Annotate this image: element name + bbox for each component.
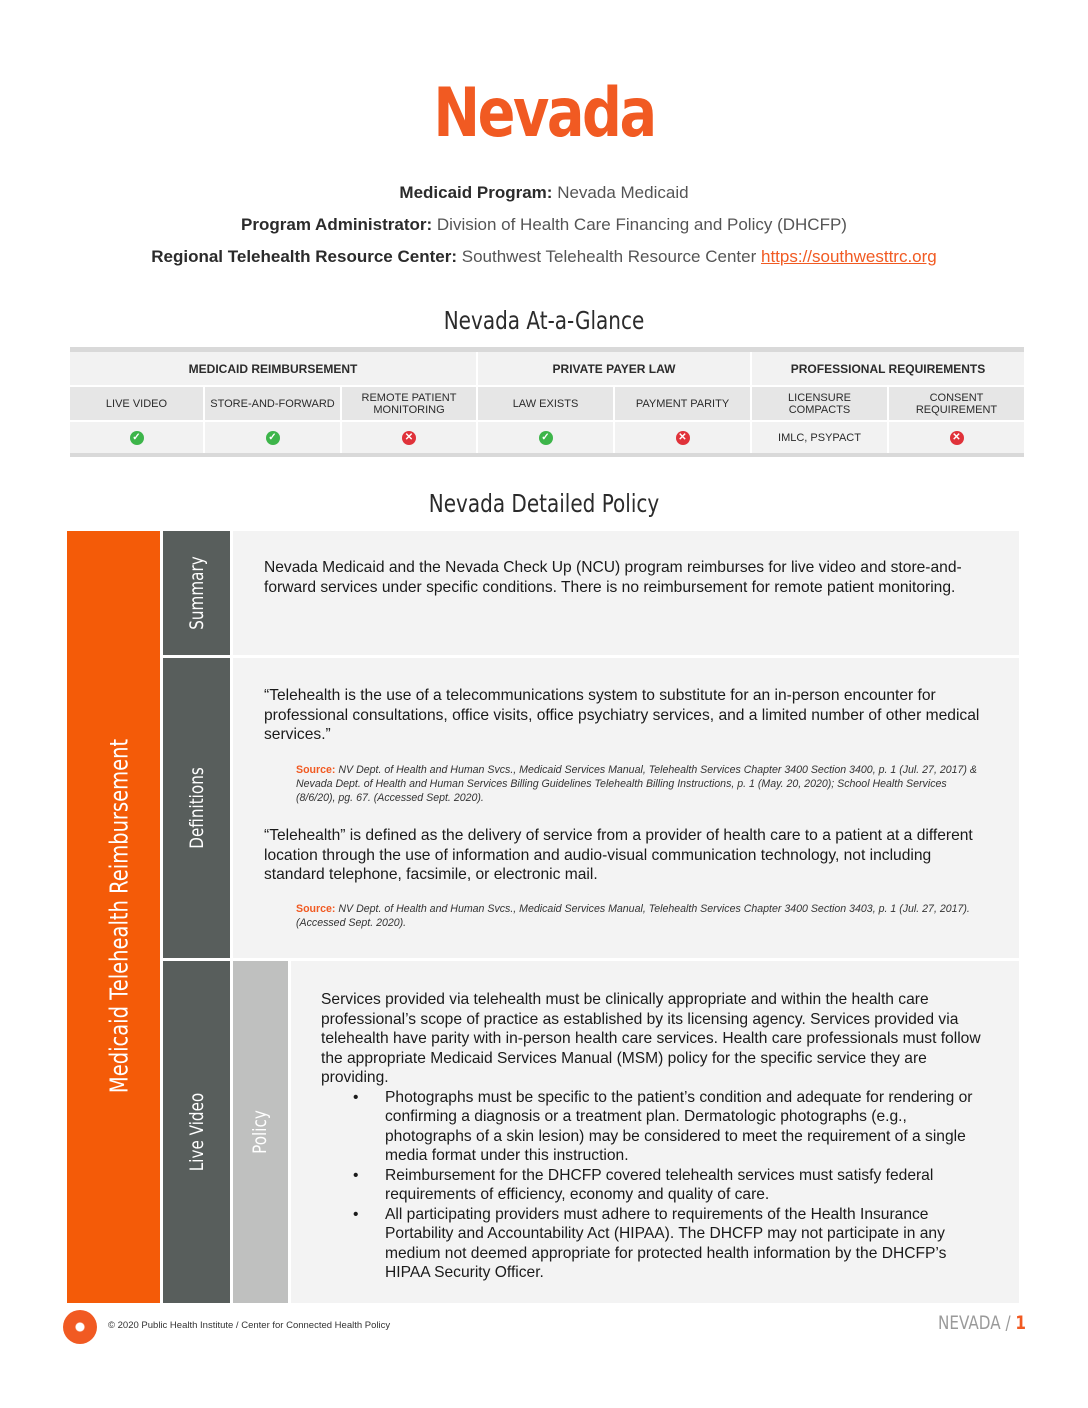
at-a-glance-table (70, 347, 1024, 457)
medicaid-program-value: Nevada Medicaid (557, 183, 689, 202)
medicaid-program-line (0, 183, 1088, 203)
group-private-payer-law: PRIVATE PAYER LAW (478, 352, 752, 387)
group-medicaid-reimbursement: MEDICAID REIMBURSEMENT (70, 352, 478, 387)
rtrc-label: Regional Telehealth Resource Center: (151, 247, 457, 266)
check-icon: ✓ (539, 431, 553, 445)
x-icon: ✕ (676, 431, 690, 445)
val-law-exists (478, 422, 615, 453)
page-number (938, 1312, 1026, 1334)
col-licensure-compacts: LICENSURE COMPACTS (752, 387, 889, 422)
rtrc-link[interactable]: https://southwesttrc.org (761, 247, 937, 266)
val-licensure-compacts: IMLC, PSYPACT (752, 422, 889, 453)
col-remote-patient-monitoring: REMOTE PATIENT MONITORING (342, 387, 478, 422)
col-live-video: LIVE VIDEO (70, 387, 205, 422)
bullet-icon: • (353, 1166, 359, 1184)
bullet-icon: • (353, 1088, 359, 1106)
col-payment-parity: PAYMENT PARITY (615, 387, 752, 422)
definition-2: “Telehealth” is defined as the delivery of service from a provider of health care to a patient at a different location through the use of information and audio-visual communication technology, not including standard telephone, facsimile, or electronic mail. (264, 827, 973, 883)
rtrc-line (0, 247, 1088, 267)
val-remote-patient-monitoring (342, 422, 478, 453)
check-icon: ✓ (130, 431, 144, 445)
live-video-tab (163, 961, 230, 1303)
x-icon: ✕ (402, 431, 416, 445)
list-item: • Reimbursement for the DHCFP covered telehealth services must satisfy federal requirements of efficiency, economy and quality of care. (353, 1166, 934, 1203)
check-icon: ✓ (266, 431, 280, 445)
bullet-icon: • (353, 1205, 359, 1223)
medicaid-program-label: Medicaid Program: (399, 183, 553, 202)
page-number-value: 1 (1015, 1312, 1026, 1334)
category-label: Medicaid Telehealth Reimbursement (104, 738, 134, 1094)
glance-title: Nevada At-a-Glance (443, 306, 645, 335)
val-payment-parity (615, 422, 752, 453)
source-1-label: Source: (296, 764, 336, 776)
col-store-and-forward: STORE-AND-FORWARD (205, 387, 342, 422)
definitions-label: Definitions (186, 767, 208, 849)
definition-1: “Telehealth is the use of a telecommunications system to substitute for an in-person encounter for professional consultations, office visits, office psychiatry services, and a limited number of other medical services.” (264, 687, 980, 743)
page-state-label: NEVADA / (937, 1312, 1011, 1334)
summary-text: Nevada Medicaid and the Nevada Check Up (NCU) program reimburses for live video and store-and-forward services under specific conditions. There is no reimbursement for remote patient monitoring. (264, 559, 962, 596)
live-video-label: Live Video (186, 1092, 208, 1172)
source-2 (296, 902, 986, 930)
category-bar (67, 531, 160, 1303)
policy-bullets (321, 1088, 989, 1283)
administrator-value: Division of Health Care Financing and Policy (DHCFP) (436, 215, 847, 234)
summary-tab (163, 531, 230, 655)
col-consent-requirement: CONSENT REQUIREMENT (889, 387, 1024, 422)
source-1 (296, 763, 986, 805)
footer-copyright: © 2020 Public Health Institute / Center for Connected Health Policy (108, 1320, 391, 1331)
administrator-label: Program Administrator: (241, 215, 433, 234)
policy-label: Policy (249, 1110, 271, 1154)
policy-tab (233, 961, 288, 1303)
list-item: • Photographs must be specific to the patient’s condition and adequate for rendering or confirming a diagnosis or a treatment plan. Dermatologic photographs (e.g., photographs of a skin lesion) may be considered to meet the requirement of a single media format under this instruction. (353, 1088, 973, 1164)
list-item: • All participating providers must adhere to requirements of the Health Insurance Portability and Accountability Act (HIPAA). The DHCFP may not participate in any medium not deemed appropriate for protected health information by the DHCFP’s HIPAA Security Officer. (353, 1205, 947, 1281)
policy-content (321, 990, 989, 1283)
detailed-title: Nevada Detailed Policy (428, 489, 660, 518)
col-law-exists: LAW EXISTS (478, 387, 615, 422)
val-consent-requirement (889, 422, 1024, 453)
val-store-and-forward (205, 422, 342, 453)
source-2-text: NV Dept. of Health and Human Svcs., Medicaid Services Manual, Telehealth Services Chapter 3400 Section 3403, p. 1 (Jul. 27, 2017). (Accessed Sept. 2020). (296, 903, 970, 929)
policy-text: Services provided via telehealth must be clinically appropriate and within the health care professional’s scope of practice as established by its licensing agency. Services provided via telehealth have parity with in-person health care services. Health care professionals must follow the appropriate Medicaid Services Manual (MSM) policy for the specific service they are providing. (321, 991, 981, 1086)
administrator-line (0, 215, 1088, 235)
val-live-video (70, 422, 205, 453)
page-title: Nevada (433, 74, 655, 153)
source-1-text: NV Dept. of Health and Human Svcs., Medicaid Services Manual, Telehealth Services Chapter 3400 Section 3400, p. 1 (Jul. 27, 2017) & Nevada Dept. of Health and Human Services Billing Guidelines Telehealth Billing Instructions, p. 1 (May. 20, 2020); School Health Services (8/6/20), pg. 67. (Accessed Sept. 2020). (296, 764, 977, 804)
summary-label: Summary (186, 556, 208, 630)
source-2-label: Source: (296, 903, 336, 915)
rtrc-value: Southwest Telehealth Resource Center (461, 247, 757, 266)
x-icon: ✕ (950, 431, 964, 445)
group-professional-requirements: PROFESSIONAL REQUIREMENTS (752, 352, 1024, 387)
cchp-logo-icon (63, 1310, 97, 1344)
definitions-tab (163, 658, 230, 958)
